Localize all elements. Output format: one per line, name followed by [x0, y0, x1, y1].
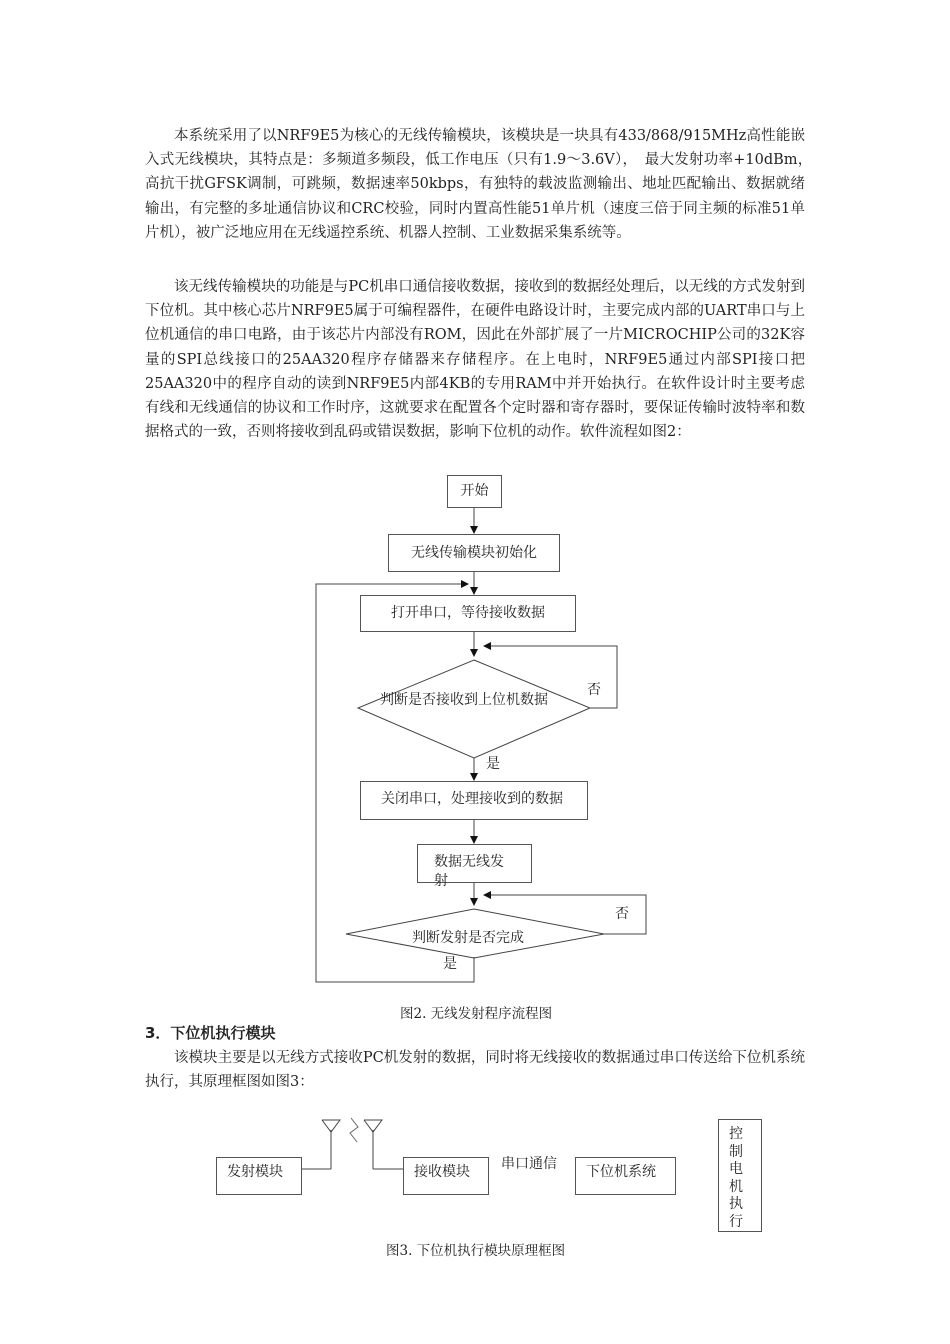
figure2-caption: 图2. 无线发射程序流程图	[400, 1006, 553, 1022]
transmitter-module-box: 发射模块	[216, 1157, 302, 1195]
flowchart-no-label-2: 否	[615, 906, 629, 922]
paragraph-function: 该无线传输模块的功能是与PC机串口通信接收数据，接收到的数据经处理后，以无线的方式发射到下位机。其中核心芯片NRF9E5属于可编程器件，在硬件电路设计时，主要完成内部的UART串口与上位机通信的串口电路，由于该芯片内部没有ROM，因此在外部扩展了一片MICROCHIP公司的32K容量的SPI总线接口的25AA320程序存储器来存储程序。在上电时，NRF9E5通过内部SPI接口把25AA320中的程序自动的读到NRF9E5内部4KB的专用RAM中并开始执行。在软件设计时主要考虑有线和无线通信的协议和工作时序，这就要求在配置各个定时器和寄存器时，要保证传输时波特率和数据格式的一致，否则将接收到乱码或错误数据，影响下位机的动作。软件流程如图2：	[145, 279, 805, 441]
serial-comm-label: 串口通信	[501, 1156, 557, 1172]
flowchart-decision-receive: 判断是否接收到上位机数据	[380, 692, 548, 708]
flowchart-start-node: 开始	[447, 475, 502, 508]
paragraph-intro: 本系统采用了以NRF9E5为核心的无线传输模块，该模块是一块具有433/868/915MHz高性能嵌入式无线模块，其特点是：多频道多频段，低工作电压（只有1.9～3.6V）， 最大发射功率+10dBm， 高抗干扰GFSK调制，可跳频，数据速率50kbps，有独特的载波监测输出、地址匹配输出、数据就绪输出，有完整的多址通信协议和CRC校验，同时内置高性能51单片机（速度三倍于同主频的标准51单片机），被广泛地应用在无线遥控系统、机器人控制、工业数据采集系统等。	[145, 128, 820, 241]
flowchart-decision-done: 判断发射是否完成	[412, 930, 524, 946]
section3-heading: 3．下位机执行模块	[145, 1024, 276, 1042]
figure3-caption: 图3. 下位机执行模块原理框图	[386, 1243, 566, 1259]
flowchart-yes-label-1: 是	[486, 756, 500, 772]
flowchart-process-node: 关闭串口，处理接收到的数据	[360, 781, 588, 820]
receiver-module-box: 接收模块	[403, 1157, 489, 1195]
lower-system-box: 下位机系统	[575, 1157, 676, 1195]
flowchart-transmit-node: 数据无线发射	[417, 844, 532, 883]
paragraph-lower-module: 该模块主要是以无线方式接收PC机发射的数据，同时将无线接收的数据通过串口传送给下位机系统执行，其原理框图如图3：	[145, 1050, 805, 1091]
flowchart-open-port-node: 打开串口，等待接收数据	[360, 595, 576, 632]
motor-control-box: 控制电机执行	[718, 1119, 762, 1232]
flowchart-yes-label-2: 是	[443, 956, 457, 972]
flowchart-init-node: 无线传输模块初始化	[388, 534, 560, 572]
flowchart-no-label-1: 否	[587, 682, 601, 698]
